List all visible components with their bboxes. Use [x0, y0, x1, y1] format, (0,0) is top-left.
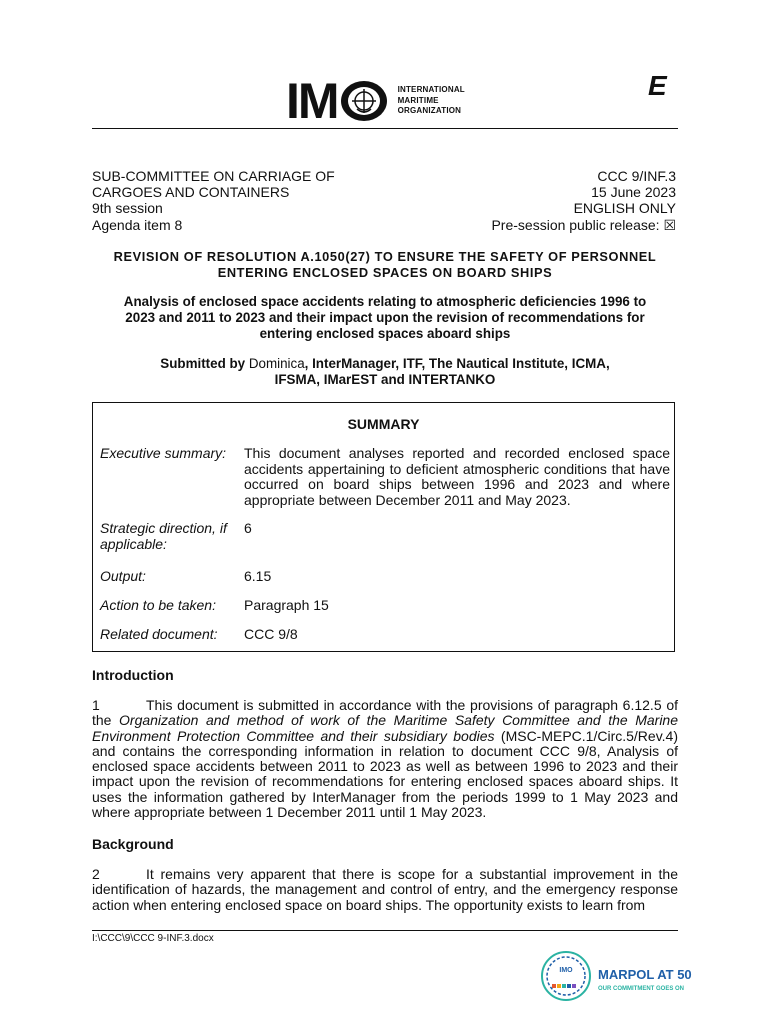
badge-small-label: IMO	[559, 967, 573, 974]
imo-logo	[286, 73, 465, 129]
doc-date: 15 June 2023	[591, 184, 676, 201]
footer-rule	[92, 930, 678, 931]
summary-box: SUMMARY Executive summary: This document analyses reported and recorded enclosed space accidents appertaining to deficient atmospheric conditions that have occurred on board ships between 1996 and 2023 and where appropriate between December 2011 and May 2023. Strategic direction, if applicable: 6 Output: 6.15 Action to be taken: Paragraph 15 Related document: CCC 9/8	[92, 402, 675, 652]
paragraph-2: 2 It remains very apparent that there is scope for a substantial improvement in the identification of hazards, the management and control of entry, and the emergency response action when entering enclosed space on board ships. The opportunity exists to learn from	[92, 866, 678, 913]
logo-letters	[286, 73, 390, 129]
doc-reference: CCC 9/INF.3	[597, 168, 676, 184]
marpol-at-50-badge	[540, 948, 692, 1004]
agenda-item: Agenda item 8	[92, 216, 183, 233]
committee-line-2: CARGOES AND CONTAINERS	[92, 184, 290, 201]
logo-wordmark: INTERNATIONAL MARITIME ORGANIZATION	[397, 85, 465, 116]
paragraph-1: 1 This document is submitted in accordance with the provisions of paragraph 6.12.5 of the Organization and method of work of the Maritime Safety Committee and the Marine Environment Protection Committee and their subsidiary bodies (MSC-MEPC.1/Circ.5/Rev.4) and contains the corresponding information in relation to document CCC 9/8, Analysis of enclosed space accidents between 2011 to 2023 as well as between 1996 to 2023 and their impact upon the revision of recommendations for entering enclosed spaces aboard ships. It uses the information gathered by InterManager from the periods 1999 to 1 May 2023 and where appropriate between 1 December 2011 until 1 May 2023.	[92, 697, 678, 821]
file-path: I:\CCC\9\CCC 9-INF.3.docx	[92, 933, 214, 944]
submitted-by: Submitted by Dominica, InterManager, ITF, The Nautical Institute, ICMA, IFSMA, IMarEST and INTERTANKO	[160, 356, 610, 387]
logo-letter-i: I	[286, 73, 298, 129]
heading-background: Background	[92, 836, 174, 852]
badge-ring-icon	[542, 952, 590, 1000]
heading-introduction: Introduction	[92, 667, 174, 683]
release-status: Pre-session public release: ☒	[491, 216, 676, 233]
session: 9th session	[92, 200, 163, 217]
summary-heading: SUMMARY	[347, 416, 420, 432]
language-mark: E	[648, 70, 667, 101]
document-subtitle: Analysis of enclosed space accidents relating to atmospheric deficiencies 1996 to 2023 and 2011 to 2023 and their impact upon the revision of recommendations for entering enclosed spaces aboard ships	[123, 294, 647, 341]
submitter-country: Dominica	[248, 356, 305, 371]
document-title: REVISION OF RESOLUTION A.1050(27) TO ENSURE THE SAFETY OF PERSONNEL ENTERING ENCLOSED SPACES ON BOARD SHIPS	[113, 249, 657, 280]
meta-right	[491, 168, 676, 233]
header-rule	[92, 128, 678, 129]
meta-left	[92, 168, 335, 233]
badge-tagline: OUR COMMITMENT GOES ON	[598, 986, 684, 992]
logo-letter-m: M	[297, 73, 338, 129]
doc-language: ENGLISH ONLY	[573, 200, 676, 217]
imo-emblem-icon	[339, 79, 389, 123]
committee-line-1: SUB-COMMITTEE ON CARRIAGE OF	[92, 168, 335, 184]
badge-title: MARPOL AT 50	[598, 967, 692, 982]
